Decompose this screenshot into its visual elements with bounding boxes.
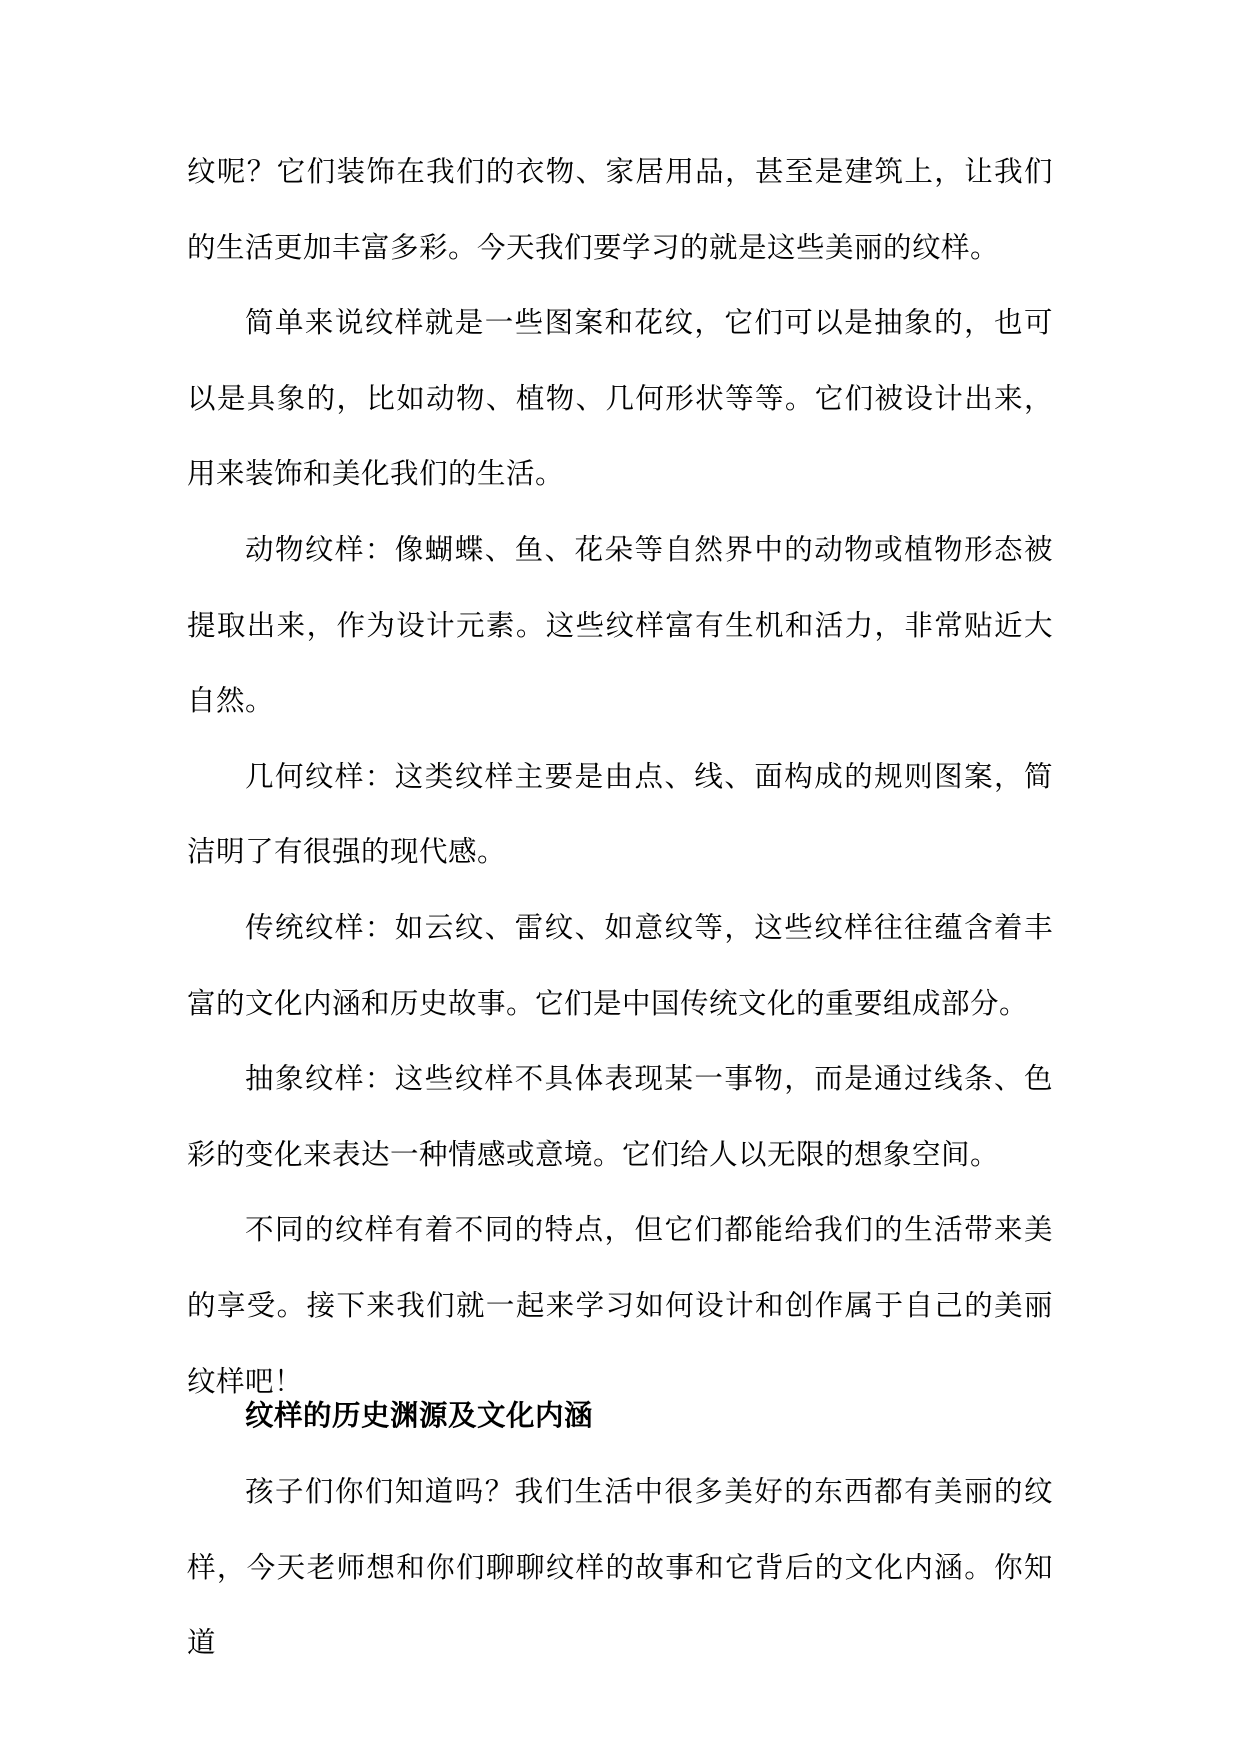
paragraph-geometric-patterns: 几何纹样：这类纹样主要是由点、线、面构成的规则图案，简洁明了有很强的现代感。	[187, 759, 1053, 869]
document-page	[187, 0, 1053, 1754]
section-body-block	[187, 1454, 1053, 1681]
section-heading: 纹样的历史渊源及文化内涵	[245, 1398, 594, 1432]
paragraph-conclusion: 不同的纹样有着不同的特点，但它们都能给我们的生活带来美的享受。接下来我们就一起来学习如何设计和创作属于自己的美丽纹样吧！	[187, 1213, 1053, 1398]
paragraph-intro-continued: 纹呢？它们装饰在我们的衣物、家居用品，甚至是建筑上，让我们的生活更加丰富多彩。今天我们要学习的就是这些美丽的纹样。	[187, 155, 1053, 264]
paragraph-definition: 简单来说纹样就是一些图案和花纹，它们可以是抽象的，也可以是具象的，比如动物、植物、几何形状等等。它们被设计出来，用来装饰和美化我们的生活。	[187, 306, 1053, 491]
body-text-block	[187, 134, 1053, 1419]
paragraph-animal-patterns: 动物纹样：像蝴蝶、鱼、花朵等自然界中的动物或植物形态被提取出来，作为设计元素。这些纹样富有生机和活力，非常贴近大自然。	[187, 532, 1053, 718]
paragraph-abstract-patterns: 抽象纹样：这些纹样不具体表现某一事物，而是通过线条、色彩的变化来表达一种情感或意境。它们给人以无限的想象空间。	[187, 1062, 1053, 1171]
paragraph-history-intro: 孩子们你们知道吗？我们生活中很多美好的东西都有美丽的纹样，今天老师想和你们聊聊纹样的故事和它背后的文化内涵。你知道	[187, 1475, 1053, 1660]
paragraph-traditional-patterns: 传统纹样：如云纹、雷纹、如意纹等，这些纹样往往蕴含着丰富的文化内涵和历史故事。它们是中国传统文化的重要组成部分。	[187, 910, 1053, 1020]
